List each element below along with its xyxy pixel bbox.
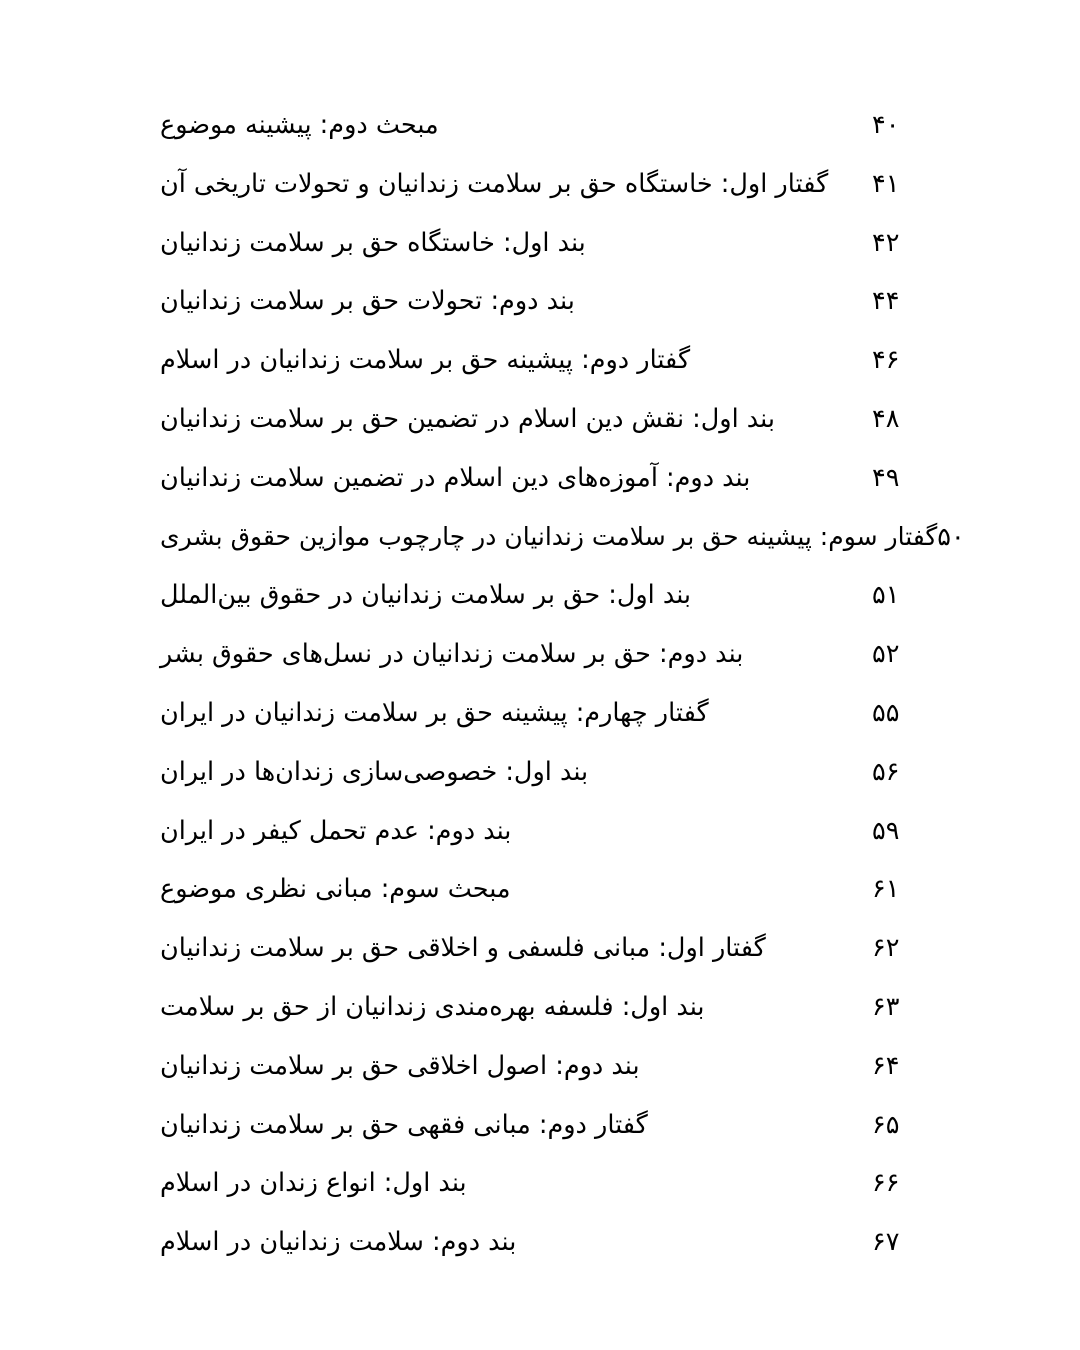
toc-entry-page-number: ۶۳ — [872, 991, 900, 1022]
toc-entry-page-number: ۴۶ — [872, 345, 900, 376]
toc-entry-title: بند دوم: آموزه‌های دین اسلام در تضمین سلامت زندانیان — [160, 462, 751, 493]
toc-entry[interactable] — [160, 96, 918, 155]
toc-entry[interactable] — [160, 272, 918, 331]
toc-entry-page-number: ۶۵ — [872, 1109, 900, 1140]
toc-entry-title: بند اول: خصوصی‌سازی زندان‌ها در ایران — [160, 756, 589, 787]
toc-entry[interactable] — [160, 684, 918, 743]
toc-entry-title: گفتار چهارم: پیشینه حق بر سلامت زندانیان در ایران — [160, 697, 709, 728]
toc-entry-page-number: ۶۲ — [872, 933, 900, 964]
toc-entry-title: گفتار اول: مبانی فلسفی و اخلاقی حق بر سلامت زندانیان — [160, 933, 766, 964]
toc-entry-page-number: ۵۶ — [872, 756, 900, 787]
toc-entry[interactable] — [160, 919, 918, 978]
toc-entry[interactable] — [160, 625, 918, 684]
toc-entry-title: مبحث سوم: مبانی نظری موضوع — [160, 874, 511, 905]
toc-entry-title: بند دوم: اصول اخلاقی حق بر سلامت زندانیان — [160, 1050, 640, 1081]
toc-entry-page-number: ۴۹ — [872, 462, 900, 493]
toc-entry-page-number: ۶۷ — [872, 1227, 900, 1258]
toc-entry-title: گفتار دوم: پیشینه حق بر سلامت زندانیان در اسلام — [160, 345, 691, 376]
toc-entry-page-number: ۴۴ — [872, 286, 900, 317]
toc-entry-page-number: ۶۶ — [872, 1168, 900, 1199]
toc-entry-title: گفتار سوم: پیشینه حق بر سلامت زندانیان در چارچوب موازین حقوق بشری — [160, 521, 938, 551]
toc-entry-title: بند دوم: تحولات حق بر سلامت زندانیان — [160, 286, 575, 317]
toc-entry-page-number: ۵۲ — [872, 639, 900, 670]
toc-entry-list — [160, 96, 965, 1272]
toc-entry[interactable] — [160, 743, 918, 802]
toc-entry[interactable] — [160, 1154, 918, 1213]
toc-entry-title: بند اول: انواع زندان در اسلام — [160, 1168, 467, 1199]
toc-entry-page-number: ۵۹ — [872, 815, 900, 846]
toc-entry[interactable] — [160, 331, 918, 390]
toc-entry-title: بند اول: فلسفه بهره‌مندی زندانیان از حق بر سلامت — [160, 991, 705, 1022]
toc-entry[interactable] — [160, 978, 918, 1037]
toc-entry[interactable] — [160, 155, 918, 214]
toc-entry-page-number: ۴۱ — [872, 168, 900, 199]
toc-entry[interactable] — [160, 1096, 918, 1155]
toc-entry[interactable] — [160, 508, 965, 567]
toc-entry-page-number: ۴۸ — [872, 403, 900, 434]
toc-entry[interactable] — [160, 214, 918, 273]
toc-entry-page-number: ۴۲ — [872, 227, 900, 258]
toc-entry-title: بند دوم: سلامت زندانیان در اسلام — [160, 1227, 517, 1258]
toc-entry-title: گفتار اول: خاستگاه حق بر سلامت زندانیان و تحولات تاریخی آن — [160, 168, 829, 199]
toc-entry-title: بند اول: خاستگاه حق بر سلامت زندانیان — [160, 227, 586, 258]
toc-entry-title: بند اول: حق بر سلامت زندانیان در حقوق بین‌الملل — [160, 580, 692, 611]
toc-entry[interactable] — [160, 860, 918, 919]
toc-entry[interactable] — [160, 566, 918, 625]
toc-entry-title: بند دوم: عدم تحمل کیفر در ایران — [160, 815, 512, 846]
toc-entry[interactable] — [160, 1037, 918, 1096]
toc-entry[interactable] — [160, 802, 918, 861]
toc-entry-page-number: ۶۱ — [872, 874, 900, 905]
toc-entry-title: بند اول: نقش دین اسلام در تضمین حق بر سلامت زندانیان — [160, 403, 775, 434]
toc-entry-page-number: ۵۱ — [872, 580, 900, 611]
toc-entry-page-number: ۵۰ — [937, 521, 965, 552]
toc-entry-page-number: ۴۰ — [872, 110, 900, 140]
toc-entry-title: گفتار دوم: مبانی فقهی حق بر سلامت زندانیان — [160, 1109, 648, 1140]
toc-entry-page-number: ۵۵ — [872, 697, 900, 728]
toc-entry[interactable] — [160, 449, 918, 508]
toc-entry[interactable] — [160, 1213, 918, 1272]
toc-entry-title: مبحث دوم: پیشینه موضوع — [160, 110, 439, 140]
toc-entry-page-number: ۶۴ — [872, 1050, 900, 1081]
toc-entry-title: بند دوم: حق بر سلامت زندانیان در نسل‌های حقوق بشر — [160, 639, 744, 670]
toc-entry[interactable] — [160, 390, 918, 449]
